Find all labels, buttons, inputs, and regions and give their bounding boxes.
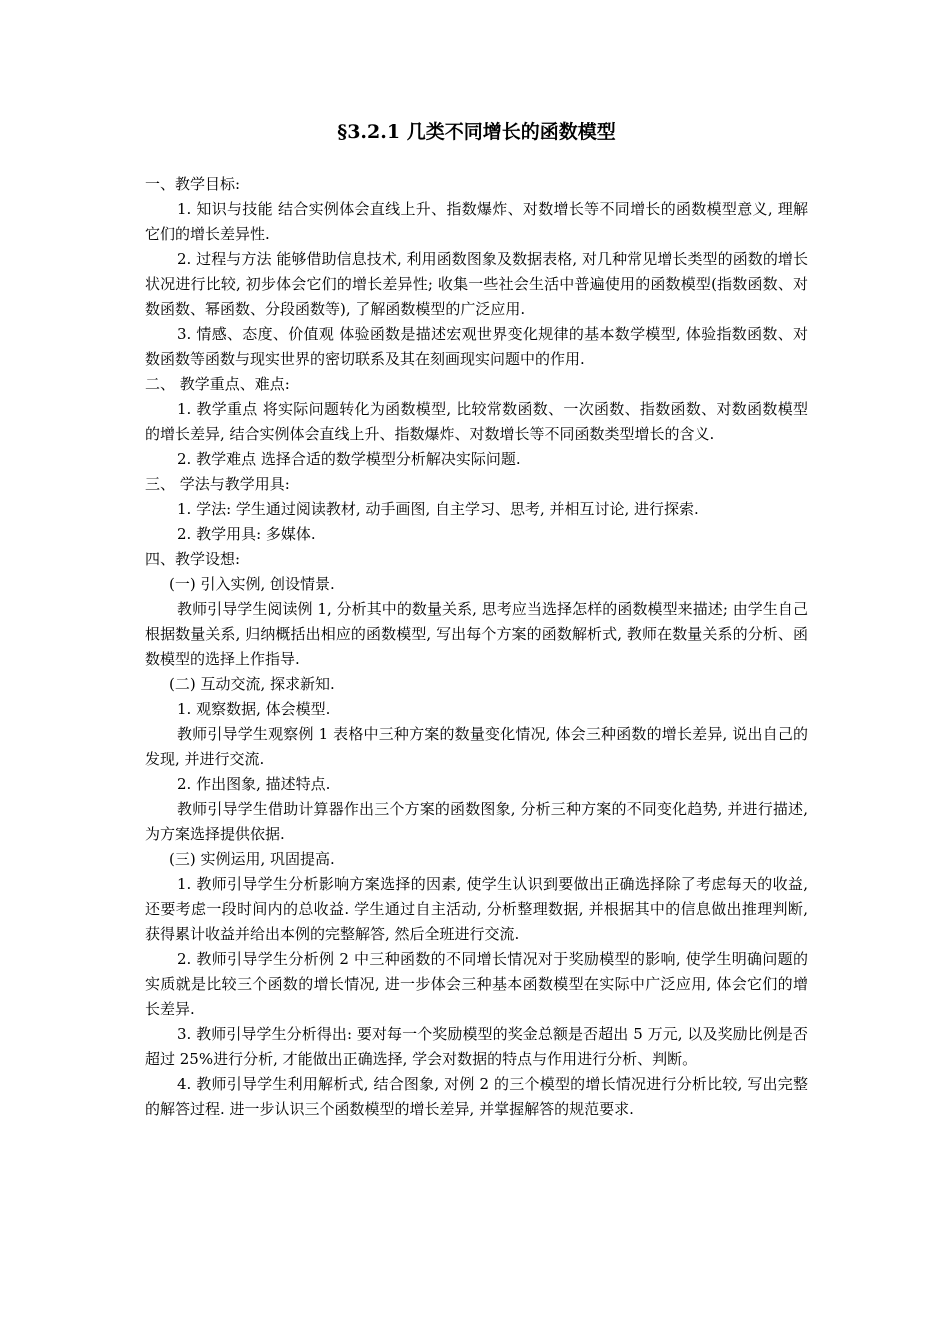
paragraph-application-1: 1. 教师引导学生分析影响方案选择的因素, 使学生认识到要做出正确选择除了考虑每天的收益, 还要考虑一段时间内的总收益. 学生通过自主活动, 分析整理数据, 并根据其中的信息做出推理判断, 获得累计收益并给出本例的完整解答, 然后全班进行交流.: [145, 875, 808, 943]
paragraph-key-point: 1. 教学重点 将实际问题转化为函数模型, 比较常数函数、一次函数、指数函数、对数函数模型的增长差异, 结合实例体会直线上升、指数爆炸、对数增长等不同函数类型增长的含义.: [145, 400, 808, 443]
paragraph-observe-data-detail: 教师引导学生观察例 1 表格中三种方案的数量变化情况, 体会三种函数的增长差异, 说出自己的发现, 并进行交流.: [145, 725, 808, 768]
paragraph-application-3: 3. 教师引导学生分析得出: 要对每一个奖励模型的奖金总额是否超出 5 万元, 以及奖励比例是否超过 25%进行分析, 才能做出正确选择, 学会对数据的特点与作用进行分析、判断。: [145, 1025, 808, 1068]
paragraph-emotion-values: 3. 情感、态度、价值观 体验函数是描述宏观世界变化规律的基本数学模型, 体验指数函数、对数函数等函数与现实世界的密切联系及其在刻画现实问题中的作用.: [145, 325, 808, 368]
section-heading-methods-tools: 三、 学法与教学用具:: [145, 475, 290, 493]
section-heading-objectives: 一、教学目标:: [145, 175, 241, 193]
paragraph-application-2: 2. 教师引导学生分析例 2 中三种函数的不同增长情况对于奖励模型的影响, 使学生明确问题的实质就是比较三个函数的增长情况, 进一步体会三种基本函数模型在实际中广泛应用, 体会它们的增长差异.: [145, 950, 808, 1018]
paragraph-draw-graph-detail: 教师引导学生借助计算器作出三个方案的函数图象, 分析三种方案的不同变化趋势, 并进行描述, 为方案选择提供依据.: [145, 800, 808, 843]
subheading-introduce-example: (一) 引入实例, 创设情景.: [169, 575, 335, 593]
document-page: [145, 118, 808, 1122]
paragraph-draw-graph: 2. 作出图象, 描述特点.: [177, 775, 331, 793]
paragraph-study-method: 1. 学法: 学生通过阅读教材, 动手画图, 自主学习、思考, 并相互讨论, 进行探索.: [177, 500, 699, 518]
section-heading-teaching-plan: 四、教学设想:: [145, 550, 241, 568]
paragraph-difficulty: 2. 教学难点 选择合适的数学模型分析解决实际问题.: [177, 450, 521, 468]
paragraph-observe-data: 1. 观察数据, 体会模型.: [177, 700, 331, 718]
document-title: §3.2.1 几类不同增长的函数模型: [337, 121, 616, 143]
paragraph-teaching-tools: 2. 教学用具: 多媒体.: [177, 525, 316, 543]
subheading-interactive-exchange: (二) 互动交流, 探求新知.: [169, 675, 335, 693]
paragraph-knowledge-skills: 1. 知识与技能 结合实例体会直线上升、指数爆炸、对数增长等不同增长的函数模型意义, 理解它们的增长差异性.: [145, 200, 808, 243]
subheading-example-application: (三) 实例运用, 巩固提高.: [169, 850, 335, 868]
paragraph-introduce-example: 教师引导学生阅读例 1, 分析其中的数量关系, 思考应当选择怎样的函数模型来描述; 由学生自己根据数量关系, 归纳概括出相应的函数模型, 写出每个方案的函数解析式, 教师在数量关系的分析、函数模型的选择上作指导.: [145, 600, 808, 668]
paragraph-application-4: 4. 教师引导学生利用解析式, 结合图象, 对例 2 的三个模型的增长情况进行分析比较, 写出完整的解答过程. 进一步认识三个函数模型的增长差异, 并掌握解答的规范要求.: [145, 1075, 808, 1118]
section-heading-key-points: 二、 教学重点、难点:: [145, 375, 290, 393]
paragraph-process-methods: 2. 过程与方法 能够借助信息技术, 利用函数图象及数据表格, 对几种常见增长类型的函数的增长状况进行比较, 初步体会它们的增长差异性; 收集一些社会生活中普遍使用的函数模型(指数函数、对数函数、幂函数、分段函数等), 了解函数模型的广泛应用.: [145, 250, 808, 318]
